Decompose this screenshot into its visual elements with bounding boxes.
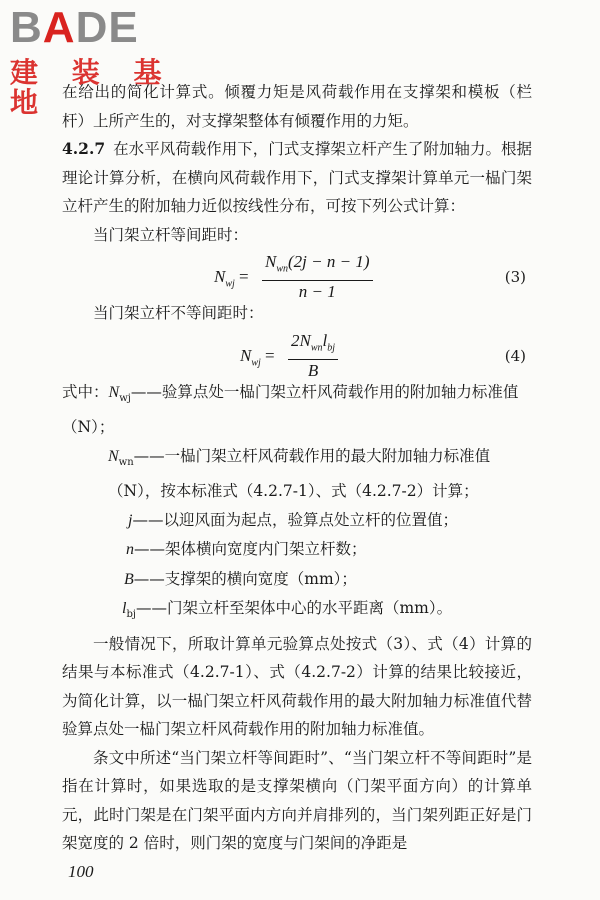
definitions-list	[62, 378, 532, 630]
document-body	[62, 78, 532, 858]
case2-label: 当门架立杆不等间距时：	[93, 304, 264, 322]
definition-item: 式中：$N_{wj}——$验算点处一榀门架立杆风荷载作用的附加轴力标准值（N）；	[62, 382, 519, 437]
formula-4	[62, 330, 532, 380]
formula-4-denominator: B	[307, 360, 319, 380]
definitions-prefix: 式中：	[62, 382, 109, 401]
formula-4-fraction	[288, 330, 338, 382]
formula-4-number: (4)	[504, 346, 526, 365]
formula-3-fraction	[262, 251, 373, 303]
paragraph-1: 一般情况下，所取计算单元验算点处按式（3）、式（4）计算的结果与本标准式（4.2.7-1）、式（4.2.7-2）计算的结果比较接近，为简化计算，以一榀门架立杆风荷载作用的最大附加轴力标准值代替验算点处一榀门架立杆风荷载作用的附加轴力标准值。	[62, 634, 532, 739]
section-paragraph	[62, 135, 532, 221]
formula-3-lhs: $N_{wj}$ =	[214, 267, 249, 290]
logo-subtitle: 建 装 基 地	[10, 56, 174, 119]
intro-paragraph: 在给出的简化计算式。倾覆力矩是风荷载作用在支撑架和模板（栏杆）上所产生的，对支撑架整体有倾覆作用的力矩。	[62, 83, 532, 130]
formula-3	[62, 251, 532, 302]
definition-item: B——支撑架的横向宽度（mm）；	[124, 569, 357, 588]
case1-label: 当门架立杆等间距时：	[93, 225, 249, 244]
paragraph-2: 条文中所述“当门架立杆等间距时”、“当门架立杆不等间距时”是指在计算时，如果选取的是支撑架横向（门架平面方向）的计算单元，此时门架是在门架平面内方向并肩排列的，当门架列距正好是门架宽度的 2 倍时，则门架的宽度与门架间的净距是	[62, 748, 532, 853]
definition-item: $N_{wn}——$一榀门架立杆风荷载作用的最大附加轴力标准值（N），按本标准式（4.2.7-1）、式（4.2.7-2）计算；	[108, 446, 491, 501]
formula-4-numerator: $2N_{wn}l_{bj}$	[288, 330, 338, 360]
formula-3-number: (3)	[504, 268, 526, 286]
formula-3-denominator: n − 1	[298, 282, 336, 302]
definition-item: n——架体横向宽度内门架立杆数；	[126, 540, 367, 559]
section-number: 4.2.7	[62, 139, 106, 158]
definition-item: j——以迎风面为起点，验算点处立杆的位置值；	[128, 510, 458, 529]
definition-item: $l_{bj}——$门架立杆至架体中心的水平距离（mm）。	[122, 599, 453, 621]
formula-3-numerator: $N_{wn}(2j - n - 1)$	[262, 251, 373, 281]
formula-4-lhs: $N_{wj}$ =	[240, 345, 275, 368]
section-text: 在水平风荷载作用下，门式支撑架立杆产生了附加轴力。根据理论计算分析，在横向风荷载作用下，门式支撑架计算单元一榀门架立杆产生的附加轴力近似按线性分布，可按下列公式计算：	[62, 140, 532, 215]
page-number: 100	[68, 862, 94, 881]
logo-wordmark: BADE	[10, 3, 139, 52]
